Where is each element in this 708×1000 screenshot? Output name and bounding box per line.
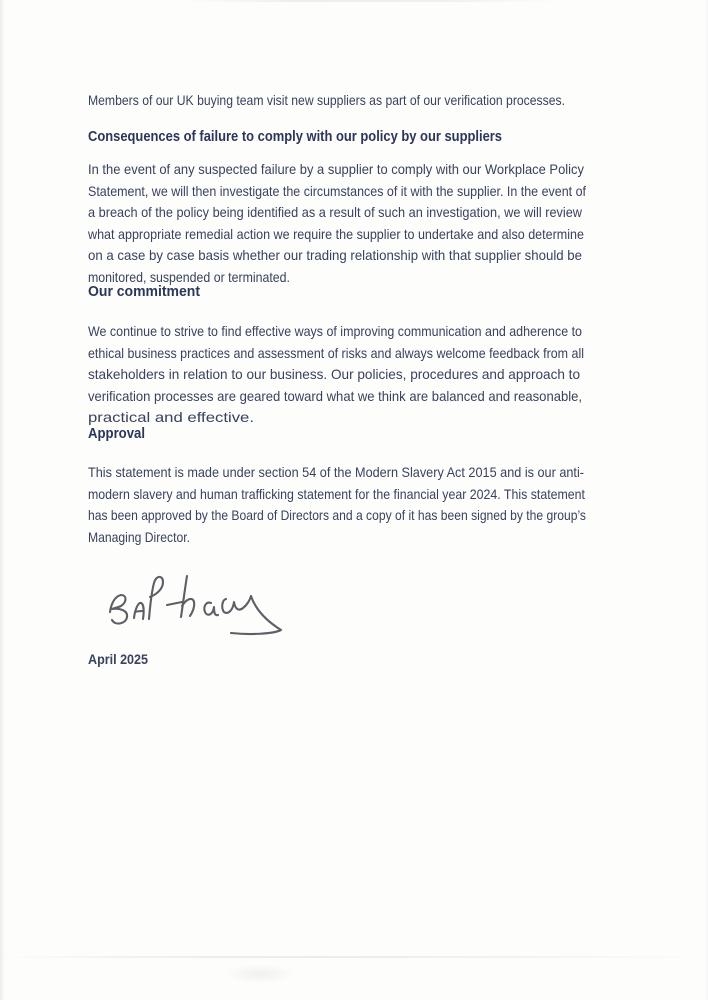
heading-our-commitment: Our commitment — [88, 284, 200, 300]
heading-consequences: Consequences of failure to comply with our policy by our suppliers — [88, 129, 502, 145]
text-line: has been approved by the Board of Directors and a copy of it has been signed by the group’s — [88, 507, 586, 524]
signature-scrawl — [95, 560, 305, 650]
text-line: verification processes are geared toward what we think are balanced and reasonable, — [88, 387, 582, 404]
scan-crease-line — [0, 956, 708, 958]
intro-line: Members of our UK buying team visit new suppliers as part of our verification processes. — [88, 92, 565, 108]
text-line: what appropriate remedial action we require the supplier to undertake and also determine — [88, 225, 584, 242]
paragraph-our-commitment — [88, 321, 645, 429]
text-line: Statement, we will then investigate the circumstances of it with the supplier. In the event of — [88, 182, 586, 199]
scan-artifact-top-line — [180, 0, 560, 2]
scan-edge-shadow-left — [0, 0, 5, 1000]
text-line: modern slavery and human trafficking statement for the financial year 2024. This statement — [88, 485, 585, 502]
text-line: practical and effective. — [88, 409, 254, 426]
date-line: April 2025 — [88, 651, 148, 667]
text-line: ethical business practices and assessment of risks and always welcome feedback from all — [88, 344, 584, 361]
paragraph-approval — [88, 462, 664, 548]
text-line: on a case by case basis whether our trading relationship with that supplier should be — [88, 247, 582, 264]
text-line: Managing Director. — [88, 528, 190, 545]
text-line: We continue to strive to find effective ways of improving communication and adherence to — [88, 323, 582, 339]
text-line: stakeholders in relation to our business. Our policies, procedures and approach to — [88, 366, 580, 383]
paragraph-consequences — [88, 159, 647, 289]
text-line: This statement is made under section 54 of the Modern Slavery Act 2015 and is our anti- — [88, 464, 584, 480]
text-line: a breach of the policy being identified as a result of such an investigation, we will review — [88, 204, 582, 221]
text-line: In the event of any suspected failure by a supplier to comply with our Workplace Policy — [88, 161, 584, 177]
heading-approval: Approval — [88, 426, 145, 442]
text-line: monitored, suspended or terminated. — [88, 268, 290, 285]
scan-smudge — [225, 964, 295, 984]
